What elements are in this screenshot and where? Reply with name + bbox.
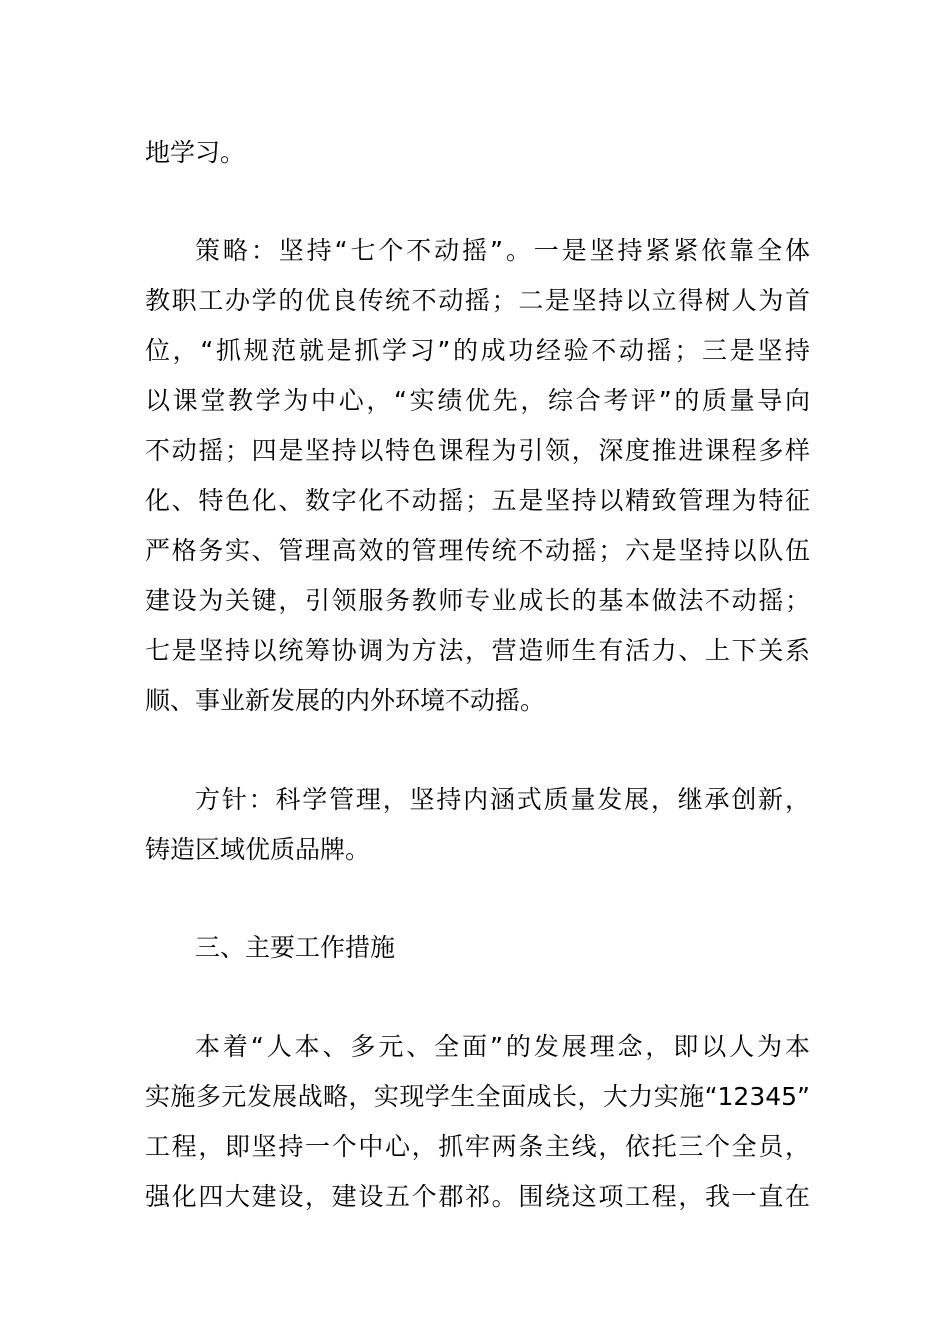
paragraph-3-line-1: 方针：科学管理，坚持内涵式质量发展，继承创新， bbox=[195, 785, 810, 814]
paragraph-2-line-6: 化、特色化、数字化不动摇；五是坚持以精致管理为特征 bbox=[145, 486, 810, 515]
paragraph-2-line-10: 顺、事业新发展的内外环境不动摇。 bbox=[145, 686, 546, 715]
paragraph-1-line-1: 地学习。 bbox=[145, 138, 246, 167]
paragraph-4-line-2: 实施多元发展战略，实现学生全面成长，大力实施“12345” bbox=[145, 1082, 810, 1111]
paragraph-2-line-5: 不动摇；四是坚持以特色课程为引领，深度推进课程多样 bbox=[145, 436, 810, 465]
section-heading: 三、主要工作措施 bbox=[195, 933, 396, 962]
paragraph-2-line-8: 建设为关键，引领服务教师专业成长的基本做法不动摇； bbox=[145, 586, 810, 615]
paragraph-2-line-9: 七是坚持以统筹协调为方法，营造师生有活力、上下关系 bbox=[145, 636, 810, 665]
paragraph-2-line-1: 策略：坚持“七个不动摇”。一是坚持紧紧依靠全体 bbox=[195, 236, 810, 265]
paragraph-4-line-4: 强化四大建设，建设五个郡祁。围绕这项工程，我一直在 bbox=[145, 1182, 810, 1211]
paragraph-4-line-3: 工程，即坚持一个中心，抓牢两条主线，依托三个全员， bbox=[145, 1132, 810, 1161]
paragraph-2-line-3: 位，“抓规范就是抓学习”的成功经验不动摇；三是坚持 bbox=[145, 336, 810, 365]
paragraph-2-line-4: 以课堂教学为中心，“实绩优先，综合考评”的质量导向 bbox=[145, 386, 810, 415]
paragraph-3-line-2: 铸造区域优质品牌。 bbox=[145, 835, 371, 864]
paragraph-2-line-7: 严格务实、管理高效的管理传统不动摇；六是坚持以队伍 bbox=[145, 536, 810, 565]
paragraph-4-line-1: 本着“人本、多元、全面”的发展理念，即以人为本 bbox=[195, 1032, 810, 1061]
paragraph-2-line-2: 教职工办学的优良传统不动摇；二是坚持以立得树人为首 bbox=[145, 286, 810, 315]
